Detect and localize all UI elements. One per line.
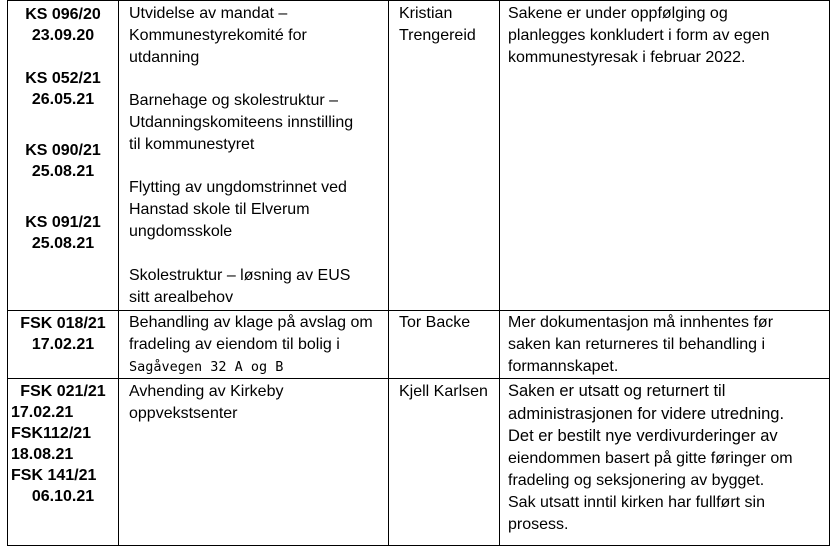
status-line: Mer dokumentasjon må innhentes før [508, 314, 774, 331]
responsible-person: Kjell Karlsen [399, 383, 488, 400]
case-title-line: Avhending av Kirkeby [129, 383, 284, 400]
case-title-line: fradeling av eiendom til bolig i [129, 336, 340, 353]
case-title-line: Utvidelse av mandat – [129, 5, 288, 22]
case-title-line: ungdomsskole [129, 223, 233, 240]
status-cell [500, 311, 830, 379]
responsible-cell [389, 379, 500, 546]
case-date: 26.05.21 [31, 91, 95, 108]
table-row [8, 1, 830, 311]
status-line: formannskapet. [508, 358, 619, 375]
case-date: 18.08.21 [11, 446, 74, 463]
case-title-line: Utdanningskomiteens innstilling [129, 114, 354, 131]
case-date: 25.08.21 [31, 163, 95, 180]
status-line: Det er bestilt nye verdivurderinger av [508, 427, 778, 445]
case-title-cell [119, 1, 389, 311]
case-date: 25.08.21 [31, 235, 95, 252]
status-line: saken kan returneres til behandling i [508, 336, 766, 353]
status-line: Saken er utsatt og returnert til [508, 382, 726, 400]
case-number: FSK 021/21 [20, 383, 106, 400]
status-cell [500, 1, 830, 311]
status-line: kommunestyresak i februar 2022. [508, 49, 746, 66]
case-date: 06.10.21 [31, 488, 95, 505]
case-id-cell [8, 311, 119, 379]
case-date: 17.02.21 [31, 336, 95, 353]
case-title-line: utdanning [129, 49, 200, 66]
case-number: KS 052/21 [25, 70, 101, 87]
case-title-line: Barnehage og skolestruktur – [129, 92, 339, 109]
table-row [8, 379, 830, 546]
case-number: KS 091/21 [25, 214, 101, 231]
status-line: administrasjonen for videre utredning. [508, 404, 785, 423]
case-title-line: Hanstad skole til Elverum [129, 201, 310, 218]
table-row [8, 311, 830, 379]
case-table [7, 0, 830, 546]
status-line: planlegges konkludert i form av egen [508, 27, 770, 44]
status-line: Sak utsatt inntil kirken har fullført sin [508, 493, 765, 511]
status-cell [500, 379, 830, 546]
case-title-line: Behandling av klage på avslag om [129, 314, 373, 331]
case-number: KS 090/21 [25, 142, 101, 159]
case-number: FSK 018/21 [20, 315, 106, 332]
status-line: Sakene er under oppfølging og [508, 5, 728, 22]
responsible-person: Trengereid [399, 27, 476, 44]
case-id-cell [8, 1, 119, 311]
case-date: 17.02.21 [11, 404, 74, 421]
status-line: fradeling og seksjonering av bygget. [508, 471, 765, 489]
status-line: prosess. [508, 515, 569, 533]
case-title-cell [119, 379, 389, 546]
case-title-line: oppvekstsenter [129, 405, 238, 422]
case-date: 23.09.20 [31, 27, 95, 44]
case-title-line: til kommunestyret [129, 136, 255, 153]
case-id-cell [8, 379, 119, 546]
case-title-line: Skolestruktur – løsning av EUS [129, 267, 351, 284]
case-number: KS 096/20 [25, 6, 101, 23]
responsible-cell [389, 311, 500, 379]
case-title-line: sitt arealbehov [129, 289, 234, 306]
responsible-person: Tor Backe [399, 314, 471, 331]
case-title-line: Sagåvegen 32 A og B [129, 359, 284, 375]
status-line: eiendommen basert på gitte føringer om [508, 449, 793, 467]
responsible-cell [389, 1, 500, 311]
case-number: FSK 141/21 [11, 467, 97, 484]
responsible-person: Kristian [399, 5, 453, 22]
case-title-cell [119, 311, 389, 379]
case-title-line: Flytting av ungdomstrinnet ved [129, 179, 347, 196]
case-number: FSK112/21 [11, 425, 92, 442]
case-title-line: Kommunestyrekomité for [129, 27, 307, 44]
